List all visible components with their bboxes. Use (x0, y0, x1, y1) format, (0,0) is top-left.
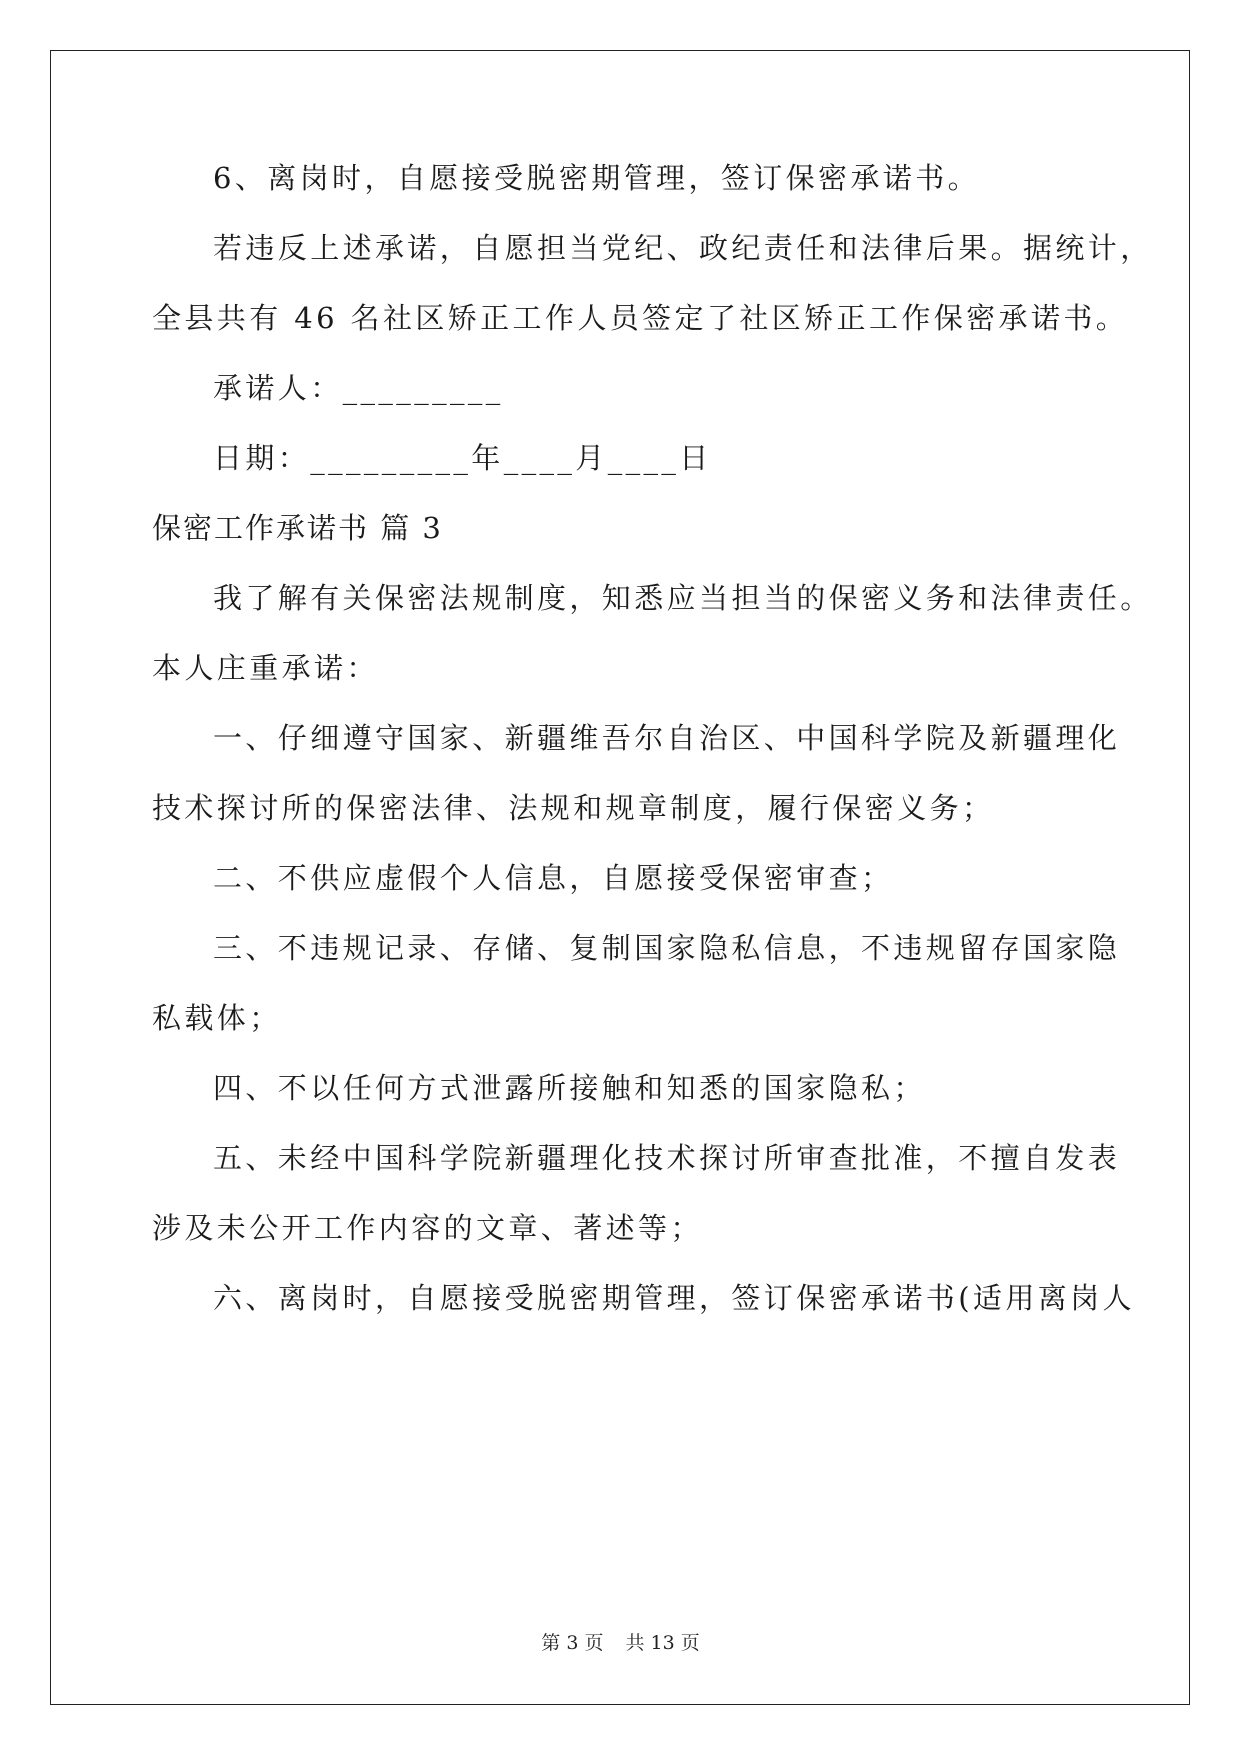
paragraph-line: 三、不违规记录、存储、复制国家隐私信息，不违规留存国家隐 (213, 931, 1121, 965)
paragraph-line: 私载体； (152, 1001, 282, 1035)
date-line: 日期：_________年____月____日 (213, 441, 712, 475)
page-number: 第 3 页 (541, 1632, 604, 1654)
page-footer (0, 1631, 1241, 1655)
page-total: 共 13 页 (625, 1632, 700, 1654)
paragraph-line: 五、未经中国科学院新疆理化技术探讨所审查批准，不擅自发表 (213, 1141, 1121, 1175)
paragraph-line: 技术探讨所的保密法律、法规和规章制度，履行保密义务； (152, 791, 995, 825)
paragraph-line: 我了解有关保密法规制度，知悉应当担当的保密义务和法律责任。 (213, 581, 1153, 615)
paragraph-line: 六、离岗时，自愿接受脱密期管理，签订保密承诺书(适用离岗人 (213, 1281, 1135, 1315)
paragraph-line: 一、仔细遵守国家、新疆维吾尔自治区、中国科学院及新疆理化 (213, 721, 1121, 755)
paragraph-line: 涉及未公开工作内容的文章、著述等； (152, 1211, 703, 1245)
signatory-line: 承诺人：_________ (213, 371, 504, 405)
paragraph-line: 全县共有 46 名社区矫正工作人员签定了社区矫正工作保密承诺书。 (152, 301, 1129, 335)
section-heading: 保密工作承诺书 篇 3 (152, 511, 443, 545)
paragraph-line: 6、离岗时，自愿接受脱密期管理，签订保密承诺书。 (213, 161, 981, 195)
paragraph-line: 四、不以任何方式泄露所接触和知悉的国家隐私； (213, 1071, 926, 1105)
paragraph-line: 若违反上述承诺，自愿担当党纪、政纪责任和法律后果。据统计， (213, 231, 1153, 265)
paragraph-line: 本人庄重承诺： (152, 651, 379, 685)
paragraph-line: 二、不供应虚假个人信息，自愿接受保密审查； (213, 861, 894, 895)
